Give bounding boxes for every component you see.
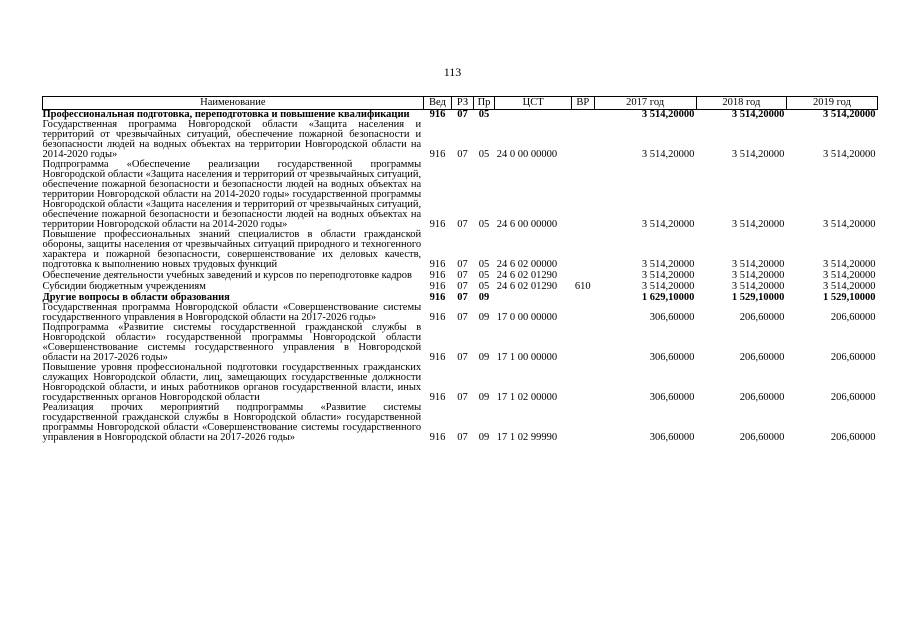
header-ved: Вед bbox=[423, 97, 452, 110]
row-pr: 05 bbox=[478, 109, 490, 120]
row-pr: 09 bbox=[478, 352, 490, 363]
row-name: Субсидии бюджетным учреждениям bbox=[42, 281, 206, 292]
header-vr: ВР bbox=[572, 97, 595, 110]
row-name: Другие вопросы в области образования bbox=[42, 292, 230, 303]
table-row bbox=[43, 230, 878, 270]
table-row bbox=[43, 160, 878, 230]
row-ved: 916 bbox=[429, 392, 446, 403]
row-ved: 916 bbox=[429, 219, 446, 230]
row-2017: 3 514,20000 bbox=[641, 109, 695, 120]
row-2017: 3 514,20000 bbox=[641, 270, 695, 281]
row-cst: 17 1 02 00000 bbox=[496, 392, 558, 403]
row-2018: 206,60000 bbox=[739, 312, 785, 323]
row-2019: 3 514,20000 bbox=[823, 281, 876, 292]
row-rz: 07 bbox=[457, 109, 468, 120]
row-2018: 3 514,20000 bbox=[731, 259, 785, 270]
row-vr bbox=[572, 160, 595, 230]
row-2017: 306,60000 bbox=[649, 312, 695, 323]
row-rz: 07 bbox=[457, 352, 468, 363]
row-rz: 07 bbox=[457, 270, 468, 281]
row-ved: 916 bbox=[429, 270, 446, 281]
row-2018: 1 529,10000 bbox=[731, 292, 785, 303]
row-rz: 07 bbox=[457, 219, 468, 230]
row-2018: 3 514,20000 bbox=[731, 109, 785, 120]
row-name: Государственная программа Новгородской области «Совершенствование системы государственного управления в Новгородской области на 2017-2026 годы» bbox=[42, 302, 422, 323]
row-2017: 306,60000 bbox=[649, 352, 695, 363]
row-name: Подпрограмма «Развитие системы государственной гражданской службы в Новгородской области» государственной программы Новгородской области «Совершенствование системы государственного управления в Новгородской области на 2017-2026 годы» bbox=[42, 322, 422, 363]
row-pr: 05 bbox=[478, 281, 490, 292]
row-2018: 3 514,20000 bbox=[731, 149, 785, 160]
row-cst: 24 6 00 00000 bbox=[496, 219, 558, 230]
header-row bbox=[43, 97, 878, 110]
row-rz: 07 bbox=[457, 432, 468, 443]
row-vr bbox=[572, 403, 595, 443]
row-vr bbox=[572, 292, 595, 303]
header-cst: ЦСТ bbox=[495, 97, 572, 110]
row-pr: 09 bbox=[478, 432, 490, 443]
row-2017: 3 514,20000 bbox=[641, 219, 695, 230]
row-cst: 17 1 02 99990 bbox=[496, 432, 558, 443]
row-vr bbox=[572, 323, 595, 363]
row-pr: 09 bbox=[478, 312, 490, 323]
row-name: Реализация прочих мероприятий подпрограммы «Развитие системы государственной гражданской службы в Новгородской области» государственной программы Новгородской области «Совершенствование системы государственного управления в Новгородской области на 2017-2026 годы» bbox=[42, 402, 422, 443]
row-2018: 206,60000 bbox=[739, 432, 785, 443]
row-cst: 24 6 02 00000 bbox=[496, 259, 558, 270]
row-2019: 3 514,20000 bbox=[823, 149, 876, 160]
row-2017: 3 514,20000 bbox=[641, 149, 695, 160]
row-2018: 3 514,20000 bbox=[731, 281, 785, 292]
header-name: Наименование bbox=[43, 97, 424, 110]
row-2019: 3 514,20000 bbox=[823, 219, 876, 230]
row-2018: 206,60000 bbox=[739, 352, 785, 363]
row-pr: 05 bbox=[478, 219, 490, 230]
row-2018: 3 514,20000 bbox=[731, 270, 785, 281]
row-2017: 1 629,10000 bbox=[641, 292, 695, 303]
row-vr: 610 bbox=[574, 281, 591, 292]
row-2019: 206,60000 bbox=[830, 352, 876, 363]
header-2017: 2017 год bbox=[594, 97, 696, 110]
row-2018: 3 514,20000 bbox=[731, 219, 785, 230]
page-number: 113 bbox=[443, 65, 462, 79]
row-name: Обеспечение деятельности учебных заведений и курсов по переподготовке кадров bbox=[42, 270, 413, 281]
table-row bbox=[43, 403, 878, 443]
row-pr: 09 bbox=[478, 292, 490, 303]
row-pr: 05 bbox=[478, 270, 490, 281]
row-vr bbox=[572, 120, 595, 160]
row-2017: 306,60000 bbox=[649, 392, 695, 403]
row-cst bbox=[495, 110, 572, 121]
header-2018: 2018 год bbox=[696, 97, 786, 110]
table-row bbox=[43, 363, 878, 403]
table-body bbox=[43, 110, 878, 444]
row-ved: 916 bbox=[429, 432, 446, 443]
row-2019: 1 529,10000 bbox=[823, 292, 876, 303]
row-ved: 916 bbox=[429, 281, 446, 292]
header-rz: РЗ bbox=[452, 97, 473, 110]
row-ved: 916 bbox=[429, 312, 446, 323]
row-ved: 916 bbox=[429, 109, 446, 120]
row-name: Профессиональная подготовка, переподготовка и повышение квалификации bbox=[42, 109, 410, 120]
row-rz: 07 bbox=[457, 292, 468, 303]
table-row bbox=[43, 281, 878, 292]
row-pr: 05 bbox=[478, 149, 490, 160]
row-cst: 24 6 02 01290 bbox=[496, 270, 558, 281]
row-ved: 916 bbox=[429, 149, 446, 160]
row-cst: 24 0 00 00000 bbox=[496, 149, 558, 160]
row-name: Государственная программа Новгородской области «Защита населения и территорий от чрезвычайных ситуаций, обеспечение пожарной безопасности и безопасности людей на водных объектах на территории Новгородской области на 2014-2020 годы» bbox=[42, 119, 422, 160]
row-cst: 17 1 00 00000 bbox=[496, 352, 558, 363]
table-row bbox=[43, 323, 878, 363]
row-ved: 916 bbox=[429, 352, 446, 363]
table-row bbox=[43, 120, 878, 160]
row-cst: 24 6 02 01290 bbox=[496, 281, 558, 292]
row-ved: 916 bbox=[429, 292, 446, 303]
table-row bbox=[43, 303, 878, 323]
row-rz: 07 bbox=[457, 392, 468, 403]
row-ved: 916 bbox=[429, 259, 446, 270]
row-vr bbox=[572, 363, 595, 403]
row-rz: 07 bbox=[457, 149, 468, 160]
row-2019: 206,60000 bbox=[830, 312, 876, 323]
row-2019: 3 514,20000 bbox=[823, 270, 876, 281]
row-vr bbox=[572, 303, 595, 323]
row-rz: 07 bbox=[457, 281, 468, 292]
row-pr: 05 bbox=[478, 259, 490, 270]
row-name: Повышение профессиональных знаний специалистов в области гражданской обороны, защиты населения от чрезвычайных ситуаций природного и техногенного характера и пожарной безопасности, совершенствование их деловых качеств, подготовка к выполнению новых трудовых функций bbox=[42, 229, 422, 270]
row-name: Повышение уровня профессиональной подготовки государственных гражданских служащих Новгородской области, лиц, замещающих государственные должности Новгородской области, и иных работников органов государственной власти, иных государственных органов Новгородской области bbox=[42, 362, 422, 403]
table-row bbox=[43, 270, 878, 281]
header-pr: Пр bbox=[473, 97, 494, 110]
row-vr bbox=[572, 110, 595, 121]
row-2019: 3 514,20000 bbox=[823, 109, 876, 120]
row-cst: 17 0 00 00000 bbox=[496, 312, 558, 323]
row-2017: 3 514,20000 bbox=[641, 259, 695, 270]
row-2017: 3 514,20000 bbox=[641, 281, 695, 292]
row-2017: 306,60000 bbox=[649, 432, 695, 443]
row-rz: 07 bbox=[457, 312, 468, 323]
row-2018: 206,60000 bbox=[739, 392, 785, 403]
row-2019: 206,60000 bbox=[830, 392, 876, 403]
row-name: Подпрограмма «Обеспечение реализации государственной программы Новгородской области «Защита населения и территорий от чрезвычайных ситуаций, обеспечение пожарной безопасности и безопасности людей на водных объектах на территории Новгородской области на 2014-2020 годы» государственной программы Новгородской области «Защита населения и территорий от чрезвычайных ситуаций, обеспечение пожарной безопасности и безопасности людей на водных объектах на территории Новгородской области на 2014-2020 годы» bbox=[42, 159, 422, 230]
row-vr bbox=[572, 270, 595, 281]
budget-table bbox=[42, 96, 878, 443]
row-2019: 3 514,20000 bbox=[823, 259, 876, 270]
row-pr: 09 bbox=[478, 392, 490, 403]
row-2019: 206,60000 bbox=[830, 432, 876, 443]
header-2019: 2019 год bbox=[786, 97, 877, 110]
row-vr bbox=[572, 230, 595, 270]
row-cst bbox=[495, 292, 572, 303]
row-rz: 07 bbox=[457, 259, 468, 270]
